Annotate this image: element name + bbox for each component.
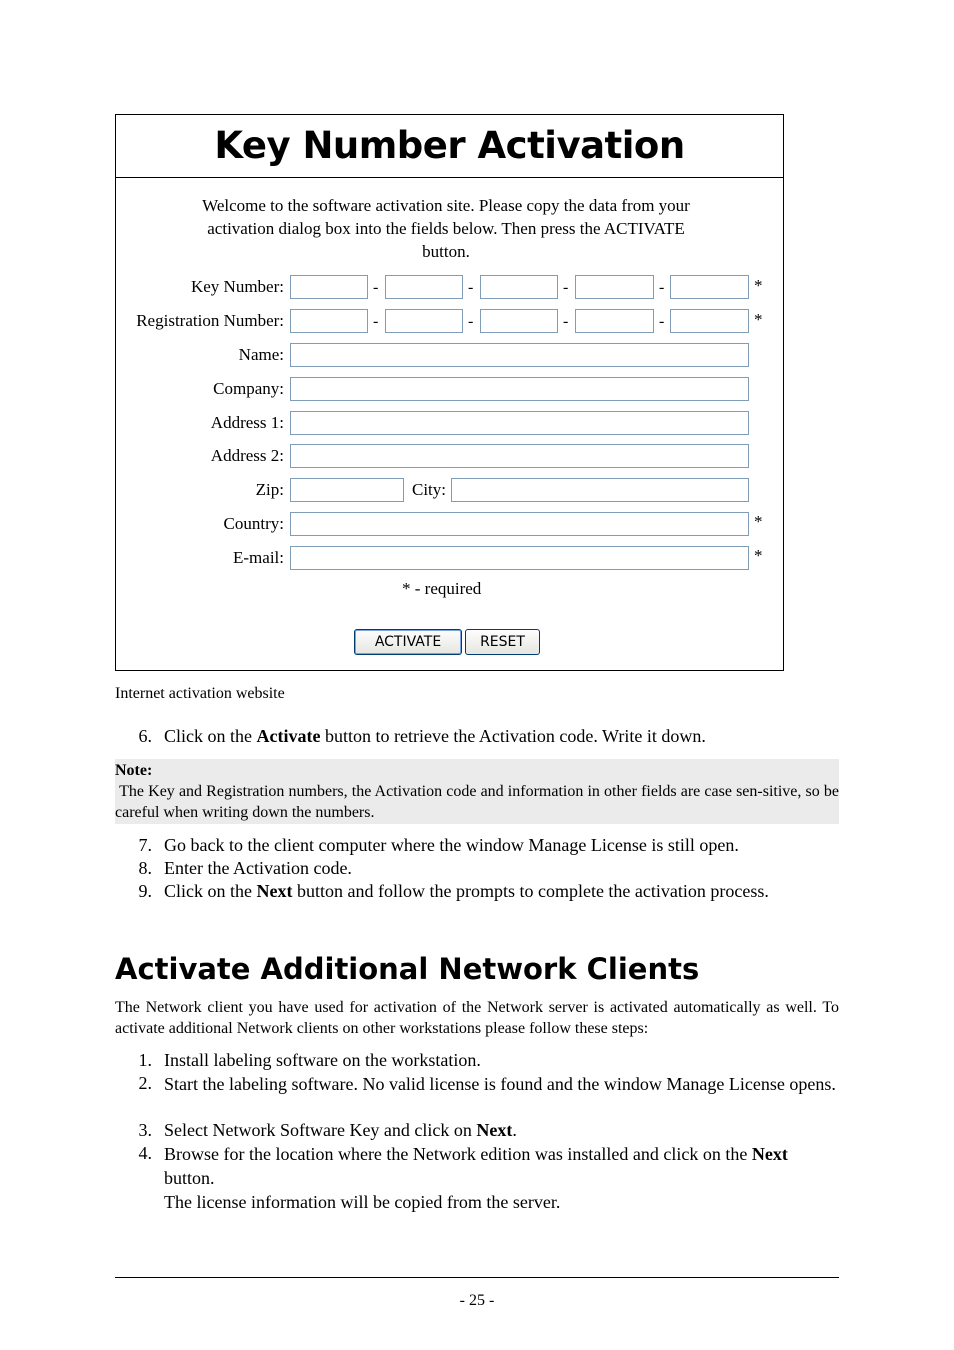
list-number: 2. xyxy=(138,1073,152,1093)
list-number: 7. xyxy=(138,835,152,855)
note-body: The Key and Registration numbers, the Activation code and information in other fields are case sen-sitive, so be careful when writing down the numbers. xyxy=(115,783,839,821)
list-number: 8. xyxy=(138,858,152,878)
key-number-field-5[interactable] xyxy=(670,275,749,299)
list-text: Start the labeling software. No valid license is found and the window Manage License opens. xyxy=(164,1074,836,1094)
registration-separator-2: - xyxy=(468,313,474,330)
zip-label: Zip: xyxy=(255,480,284,499)
key-number-label: Key Number: xyxy=(190,277,284,296)
key-number-field-4[interactable] xyxy=(575,275,654,299)
activation-website-screenshot xyxy=(115,114,784,671)
country-field[interactable] xyxy=(290,512,749,536)
registration-separator-3: - xyxy=(563,313,569,330)
reset-button[interactable]: RESET xyxy=(465,629,540,655)
activate-button[interactable]: ACTIVATE xyxy=(354,629,462,655)
registration-number-field-1[interactable] xyxy=(290,309,368,333)
required-legend: * - required xyxy=(402,579,482,598)
city-field[interactable] xyxy=(451,478,749,502)
section-intro: The Network client you have used for activation of the Network server is activated automatically as well. To activate additional Network clients on other workstations please follow these steps: xyxy=(115,999,839,1037)
section-heading: Activate Additional Network Clients xyxy=(115,952,700,986)
key-number-required-mark: * xyxy=(754,276,763,295)
country-required-mark: * xyxy=(754,512,763,531)
company-label: Company: xyxy=(213,379,284,398)
list-text: Select Network Software Key and click on Next. xyxy=(164,1120,517,1140)
registration-number-field-3[interactable] xyxy=(480,309,558,333)
note-title: Note: xyxy=(115,762,153,779)
list-number: 6. xyxy=(138,726,152,746)
key-separator-4: - xyxy=(659,279,665,296)
registration-number-field-5[interactable] xyxy=(670,309,749,333)
list-number: 1. xyxy=(138,1050,152,1070)
list-text: Browse for the location where the Network edition was installed and click on the Next button. The license information will be copied from the server. xyxy=(164,1144,788,1212)
key-number-field-2[interactable] xyxy=(385,275,463,299)
registration-separator-1: - xyxy=(373,313,379,330)
key-separator-1: - xyxy=(373,279,379,296)
address1-field[interactable] xyxy=(290,411,749,435)
list-text: Enter the Activation code. xyxy=(164,858,352,878)
city-label: City: xyxy=(412,480,447,499)
footer-divider xyxy=(115,1277,839,1278)
list-number: 9. xyxy=(138,881,152,901)
page-number: - 25 - xyxy=(459,1292,495,1309)
form-title: Key Number Activation xyxy=(116,115,783,178)
registration-separator-4: - xyxy=(659,313,665,330)
zip-field[interactable] xyxy=(290,478,404,502)
key-number-field-3[interactable] xyxy=(480,275,558,299)
registration-number-field-2[interactable] xyxy=(385,309,463,333)
key-separator-2: - xyxy=(468,279,474,296)
registration-number-label: Registration Number: xyxy=(136,311,284,330)
key-number-field-1[interactable] xyxy=(290,275,368,299)
address1-label: Address 1: xyxy=(210,413,284,432)
country-label: Country: xyxy=(223,514,284,533)
list-text: Click on the Next button and follow the prompts to complete the activation process. xyxy=(164,881,769,901)
list-text: Click on the Activate button to retrieve the Activation code. Write it down. xyxy=(164,726,706,746)
note-box xyxy=(115,759,839,824)
email-field[interactable] xyxy=(290,546,749,570)
welcome-text: Welcome to the software activation site. Please copy the data from your activation dialog box into the fields below. Then press the ACTIVATE button. xyxy=(202,196,690,261)
list-text: Go back to the client computer where the window Manage License is still open. xyxy=(164,835,739,855)
figure-caption: Internet activation website xyxy=(115,685,285,702)
name-label: Name: xyxy=(238,345,284,364)
registration-number-field-4[interactable] xyxy=(575,309,654,333)
company-field[interactable] xyxy=(290,377,749,401)
address2-label: Address 2: xyxy=(210,446,284,465)
name-field[interactable] xyxy=(290,343,749,367)
registration-number-required-mark: * xyxy=(754,310,763,329)
list-number: 4. xyxy=(138,1143,152,1163)
list-number: 3. xyxy=(138,1120,152,1140)
key-separator-3: - xyxy=(563,279,569,296)
email-label: E-mail: xyxy=(233,548,284,567)
address2-field[interactable] xyxy=(290,444,749,468)
email-required-mark: * xyxy=(754,546,763,565)
list-text: Install labeling software on the workstation. xyxy=(164,1050,481,1070)
